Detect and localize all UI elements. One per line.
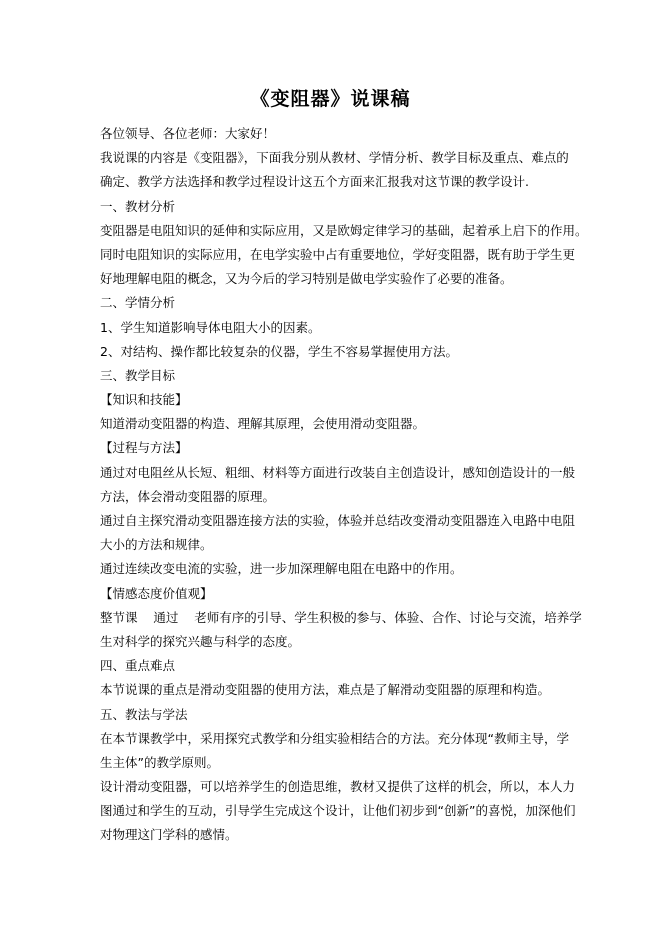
paragraph-line: 图通过和学生的互动，引导学生完成这个设计，让他们初步到“创新”的喜悦，加深他们	[100, 803, 576, 819]
document-body	[100, 122, 588, 848]
paragraph-line: 确定、教学方法选择和教学过程设计这五个方面来汇报我对这节课的教学设计.	[100, 174, 529, 190]
paragraph-line: 设计滑动变阻器，可以培养学生的创造思维，教材又提供了这样的机会，所以，本人力	[100, 779, 576, 795]
paragraph-line: 在本节课教学中，采用探究式教学和分组实验相结合的方法。充分体现“教师主导，学	[100, 730, 569, 746]
paragraph-line: 本节说课的重点是滑动变阻器的使用方法，难点是了解滑动变阻器的原理和构造。	[100, 682, 551, 698]
subsection-heading: 【知识和技能】	[100, 392, 188, 408]
paragraph-line: 对物理这门学科的感情。	[100, 827, 238, 843]
subsection-heading: 【情感态度价值观】	[100, 585, 213, 601]
paragraph-line: 生主体”的教学原则。	[100, 754, 219, 770]
paragraph-line: 同时电阻知识的实际应用，在电学实验中占有重要地位，学好变阻器，既有助于学生更	[100, 246, 576, 262]
section-heading: 二、学情分析	[100, 295, 176, 311]
section-heading: 五、教法与学法	[100, 706, 188, 722]
paragraph-line: 知道滑动变阻器的构造、理解其原理，会使用滑动变阻器。	[100, 416, 426, 432]
section-heading: 一、教材分析	[100, 198, 176, 214]
paragraph-line: 通过自主探究滑动变阻器连接方法的实验，体验并总结改变滑动变阻器连入电路中电阻	[100, 513, 576, 528]
subsection-heading: 【过程与方法】	[100, 440, 188, 456]
greeting-line: 各位领导、各位老师：大家好！	[100, 126, 276, 141]
paragraph-line: 整节课 通过 老师有序的引导、学生积极的参与、体验、合作、讨论与交流，培养学	[100, 609, 582, 625]
paragraph-line: 我说课的内容是《变阻器》，下面我分别从教材、学情分析、教学目标及重点、难点的	[100, 150, 569, 166]
section-heading: 四、重点难点	[100, 658, 176, 674]
paragraph-line: 大小的方法和规律。	[100, 537, 213, 553]
paragraph-line: 方法，体会滑动变阻器的原理。	[100, 488, 276, 504]
paragraph-line: 生对科学的探究兴趣与科学的态度。	[100, 633, 301, 649]
section-heading: 三、教学目标	[100, 367, 176, 383]
document-title: 《变阻器》说课稿	[250, 88, 411, 110]
list-item: 2、对结构、操作都比较复杂的仪器，学生不容易掌握使用方法。	[100, 343, 458, 359]
list-item: 1、学生知道影响导体电阻大小的因素。	[100, 319, 321, 335]
paragraph-line: 通过连续改变电流的实验，进一步加深理解电阻在电路中的作用。	[100, 561, 463, 577]
paragraph-line: 变阻器是电阻知识的延伸和实际应用，又是欧姆定律学习的基础，起着承上启下的作用。	[100, 222, 588, 238]
paragraph-line: 通过对电阻丝从长短、粗细、材料等方面进行改装自主创造设计，感知创造设计的一般	[100, 464, 576, 480]
paragraph-line: 好地理解电阻的概念，又为今后的学习特别是做电学实验作了必要的准备。	[100, 271, 513, 287]
